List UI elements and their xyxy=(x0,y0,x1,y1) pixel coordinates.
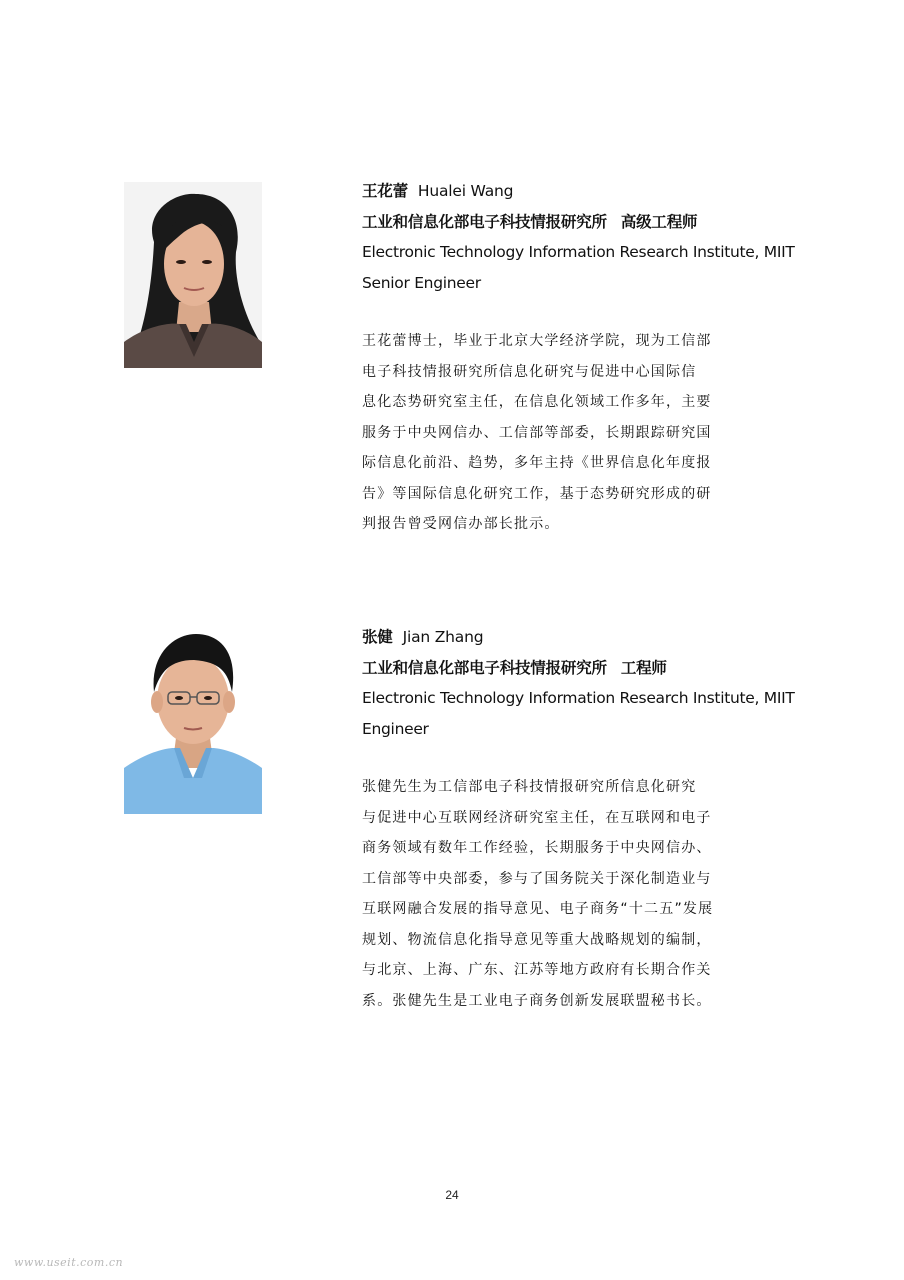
org-en: Electronic Technology Information Research Institute, MIIT xyxy=(362,689,795,707)
title-cn: 工程师 xyxy=(620,658,667,677)
portrait-man-image xyxy=(124,628,262,814)
org-title-line xyxy=(362,207,792,238)
org-en: Electronic Technology Information Research Institute, MIIT xyxy=(362,243,795,261)
bio-line: 电子科技情报研究所信息化研究与促进中心国际信 xyxy=(362,363,697,380)
watermark: www.useit.com.cn xyxy=(14,1256,124,1269)
profile-info xyxy=(362,622,795,1016)
portrait-woman-image xyxy=(124,182,262,368)
name-line xyxy=(362,176,792,207)
bio-line: 息化态势研究室主任，在信息化领域工作多年，主要 xyxy=(362,394,712,410)
org-cn: 工业和信息化部电子科技情报研究所 xyxy=(362,658,607,677)
bio-line: 互联网融合发展的指导意见、电子商务“十二五”发展 xyxy=(362,901,714,917)
bio-line: 判报告曾受网信办部长批示。 xyxy=(362,516,560,532)
en-name: Hualei Wang xyxy=(417,182,514,200)
bio-line: 告》等国际信息化研究工作，基于态势研究形成的研 xyxy=(362,485,712,502)
bio-line: 服务于中央网信办、工信部等部委，长期跟踪研究国 xyxy=(362,424,712,441)
bio-line: 与促进中心互联网经济研究室主任，在互联网和电子 xyxy=(362,809,712,826)
portrait-photo xyxy=(124,628,262,814)
cn-name: 张健 xyxy=(362,628,393,646)
profile-info xyxy=(362,176,795,540)
title-en: Senior Engineer xyxy=(362,273,481,292)
cn-name: 王花蕾 xyxy=(362,182,408,200)
bio-line: 张健先生为工信部电子科技情报研究所信息化研究 xyxy=(362,779,697,795)
page-number: 24 xyxy=(445,1188,459,1202)
org-cn: 工业和信息化部电子科技情报研究所 xyxy=(362,212,607,231)
bio-line: 与北京、上海、广东、江苏等地方政府有长期合作关 xyxy=(362,962,712,978)
bio-line: 际信息化前沿、趋势，多年主持《世界信息化年度报 xyxy=(362,455,712,471)
bio-line: 商务领域有数年工作经验，长期服务于中央网信办、 xyxy=(362,840,712,856)
bio-line: 系。张健先生是工业电子商务创新发展联盟秘书长。 xyxy=(362,992,712,1009)
name-line xyxy=(362,622,792,653)
bio-line: 王花蕾博士，毕业于北京大学经济学院，现为工信部 xyxy=(362,333,712,349)
bio-paragraph xyxy=(362,326,792,540)
en-name: Jian Zhang xyxy=(402,628,484,646)
bio-line: 工信部等中央部委，参与了国务院关于深化制造业与 xyxy=(362,870,712,887)
bio-line: 规划、物流信息化指导意见等重大战略规划的编制， xyxy=(362,931,712,948)
org-title-line xyxy=(362,653,792,684)
bio-paragraph xyxy=(362,772,792,1016)
title-en: Engineer xyxy=(362,719,429,738)
portrait-photo xyxy=(124,182,262,368)
title-cn: 高级工程师 xyxy=(620,212,698,231)
